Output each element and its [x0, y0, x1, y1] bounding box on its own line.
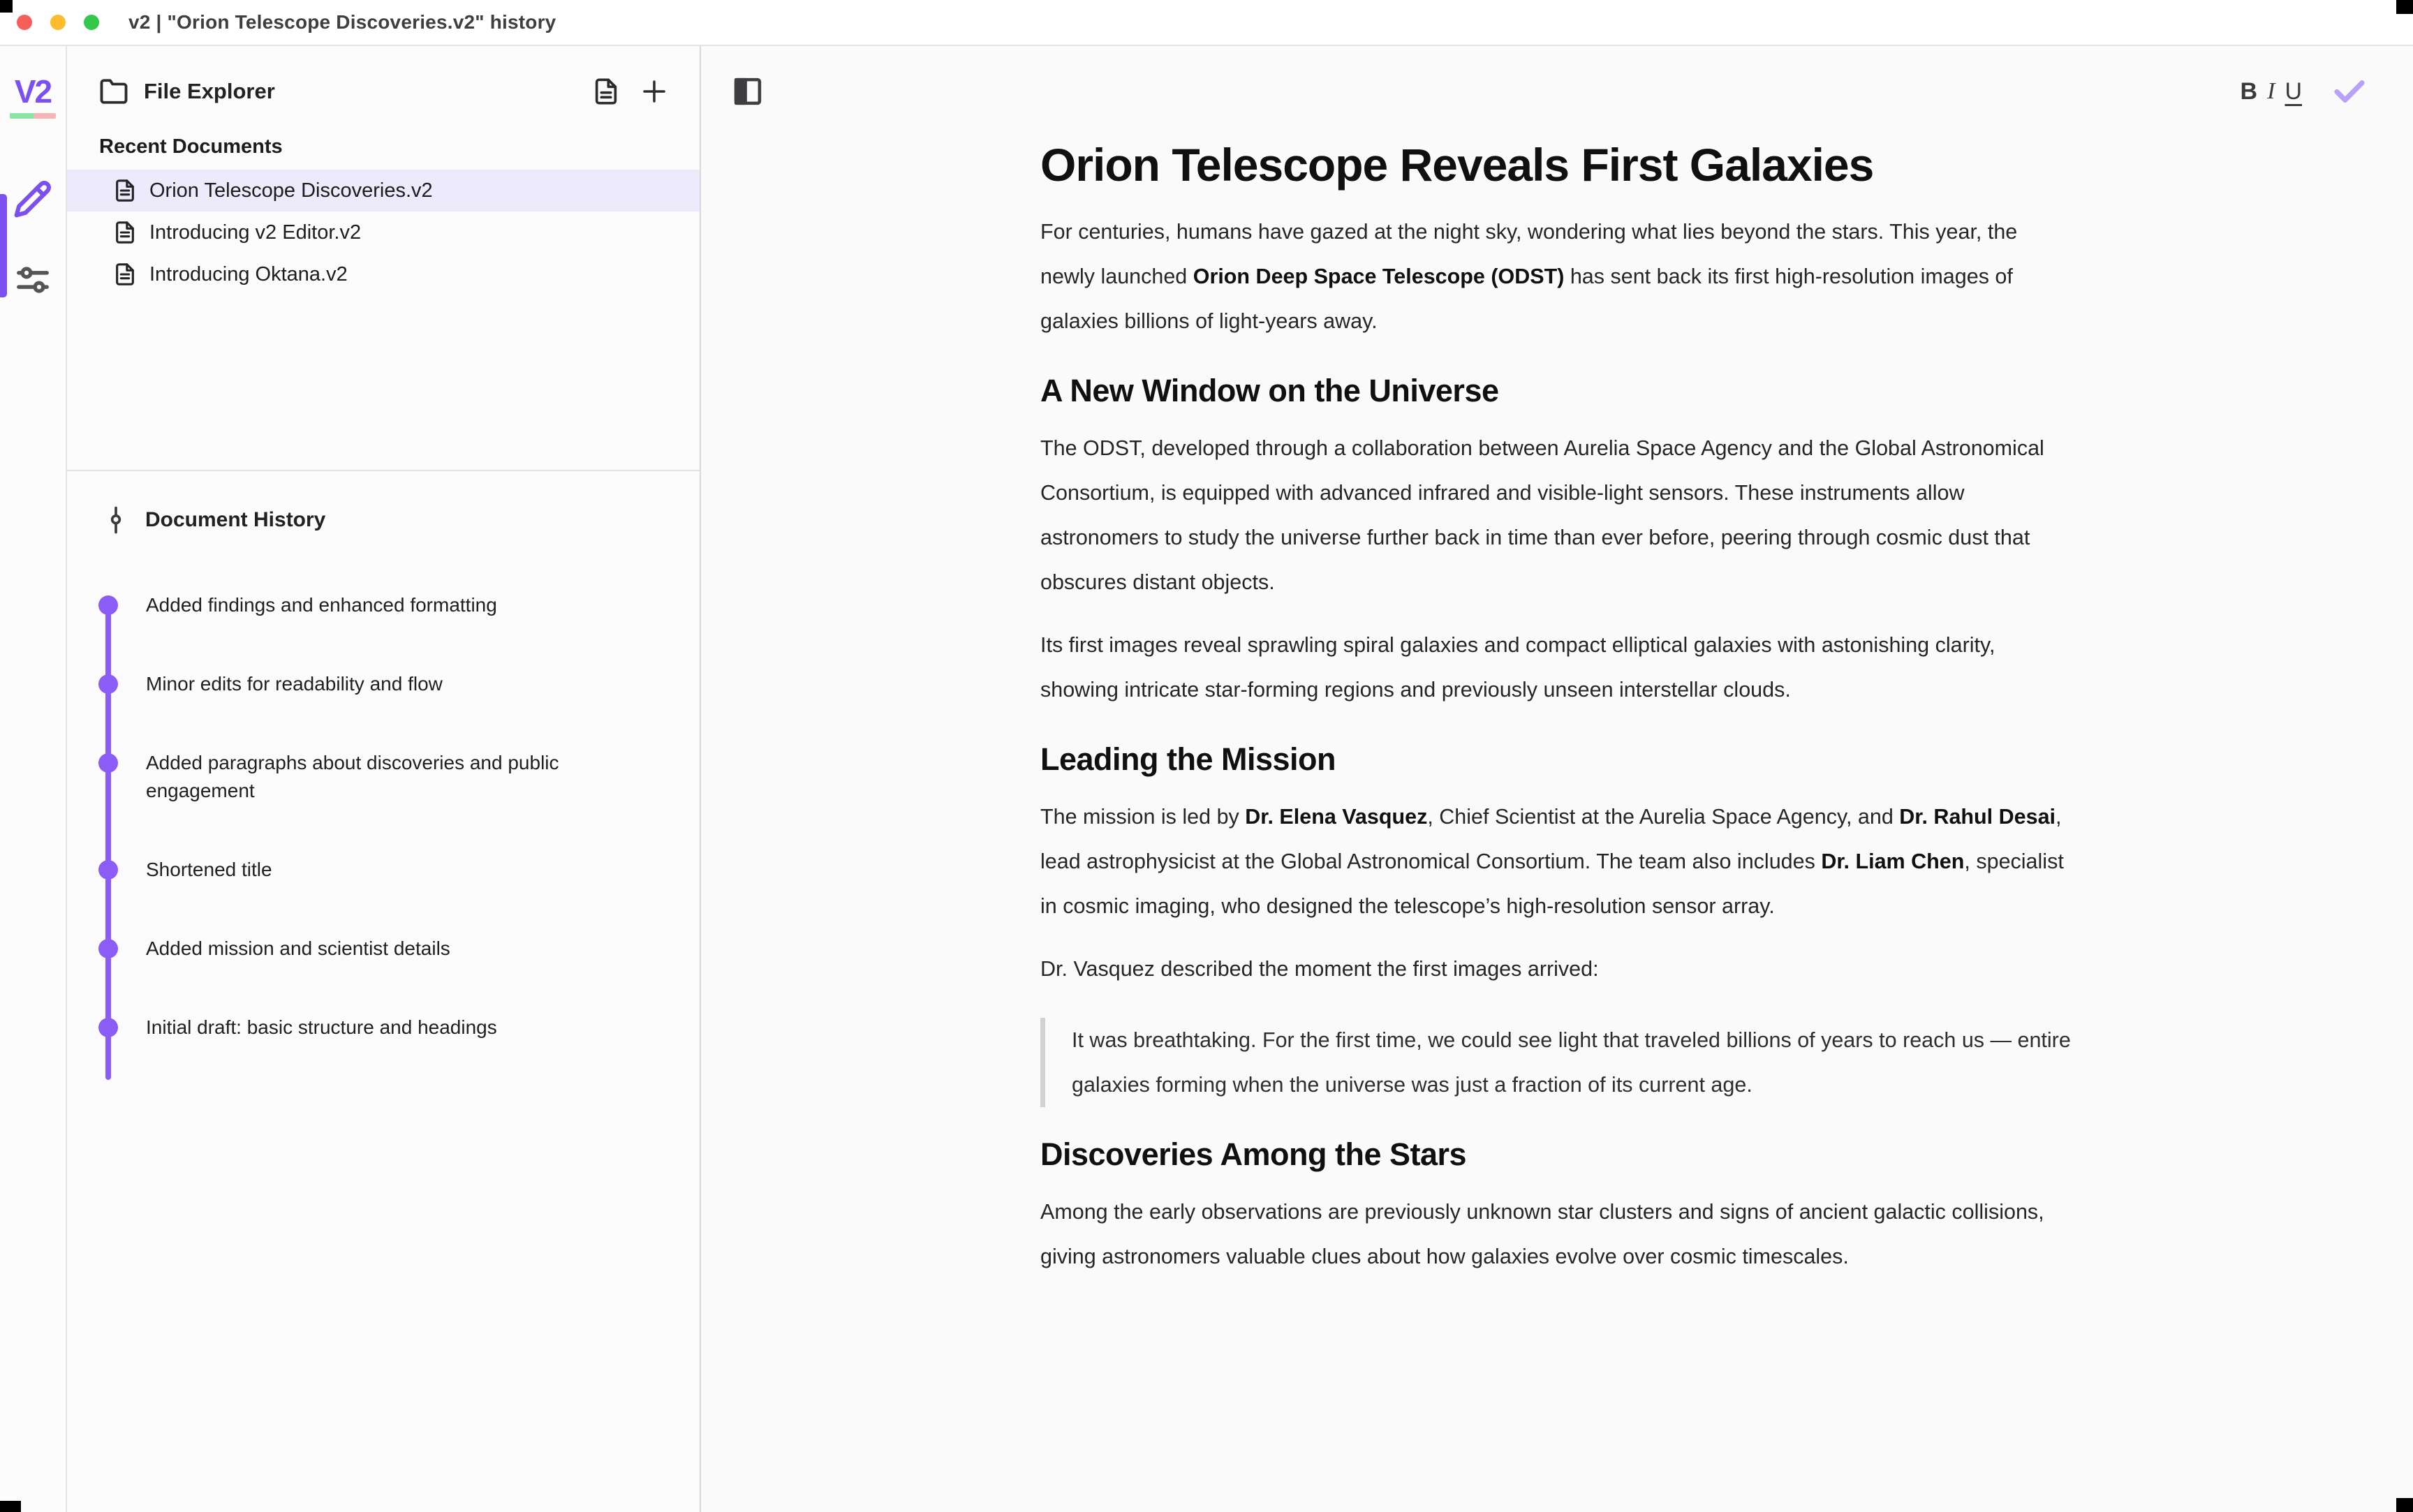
- settings-nav-button[interactable]: [13, 260, 53, 300]
- recent-document-item[interactable]: [67, 212, 700, 253]
- document-icon: [113, 179, 137, 202]
- document-icon: [113, 262, 137, 286]
- underline-button[interactable]: U: [2285, 77, 2302, 105]
- history-entry[interactable]: Minor edits for readability and flow: [67, 670, 700, 698]
- document-history-title: Document History: [145, 508, 326, 531]
- saved-check-icon: [2331, 73, 2368, 110]
- active-tab-indicator: [0, 194, 7, 297]
- history-entry[interactable]: Added mission and scientist details: [67, 935, 700, 963]
- blockquote: [1040, 1018, 2074, 1107]
- section-heading: Leading the Mission: [1040, 741, 1336, 777]
- paragraph: Among the early observations are previously unknown star clusters and signs of ancient galactic collisions, giving astronomers valuable clues about how galaxies evolve over cosmic timescales.: [1040, 1200, 2044, 1268]
- recent-documents-list: [67, 170, 700, 295]
- sidebar: [67, 46, 701, 1512]
- paragraph: For centuries, humans have gazed at the night sky, wondering what lies beyond the stars. This year, the newly launched Orion Deep Space Telescope (ODST) has sent back its first high-resolution images of galaxies billions of light-years away.: [1040, 220, 2018, 333]
- corner-artifact: [0, 0, 13, 13]
- app-shell: [0, 46, 2413, 1512]
- toggle-sidebar-icon[interactable]: [732, 75, 764, 108]
- document-history-header: [67, 471, 700, 534]
- document-label: Introducing v2 Editor.v2: [149, 221, 362, 244]
- history-entry[interactable]: Added findings and enhanced formatting: [67, 591, 700, 619]
- main-area: [701, 46, 2413, 1512]
- sliders-icon: [14, 261, 52, 299]
- file-explorer-actions: [592, 77, 669, 106]
- formatting-group: [2236, 73, 2368, 110]
- paragraph: The mission is led by Dr. Elena Vasquez, Chief Scientist at the Aurelia Space Agency, and Dr. Rahul Desai, lead astrophysicist at the Global Astronomical Consortium. The team also includes Dr. Liam Chen, specialist in cosmic imaging, who designed the telescope’s high-resolution sensor array.: [1040, 805, 2064, 918]
- recent-document-item[interactable]: [67, 170, 700, 212]
- corner-artifact: [0, 1501, 21, 1512]
- document-label: Introducing Oktana.v2: [149, 262, 348, 286]
- recent-documents-label: Recent Documents: [99, 135, 283, 158]
- traffic-lights: [17, 15, 99, 30]
- file-explorer-header: [67, 46, 700, 106]
- v2-logo-underline: [10, 113, 56, 119]
- bold-text: Dr. Liam Chen: [1821, 850, 1965, 873]
- file-explorer-title: File Explorer: [144, 79, 275, 103]
- corner-artifact: [2396, 1498, 2413, 1512]
- history-entry[interactable]: Shortened title: [67, 856, 700, 884]
- commit-icon: [102, 506, 130, 534]
- bold-button[interactable]: B: [2240, 77, 2258, 105]
- section-heading: Discoveries Among the Stars: [1040, 1136, 1467, 1172]
- italic-button[interactable]: I: [2267, 78, 2275, 104]
- folder-icon: [99, 77, 128, 106]
- blockquote-text: It was breathtaking. For the first time, we could see light that traveled billions of years to reach us — entire galaxies forming when the universe was just a fraction of its current age.: [1072, 1028, 2071, 1097]
- corner-artifact: [2396, 0, 2413, 14]
- v2-logo: V2: [14, 73, 52, 110]
- editor-toolbar: [701, 46, 2413, 110]
- document-label: Orion Telescope Discoveries.v2: [149, 179, 433, 202]
- left-rail: [0, 46, 67, 1512]
- zoom-window-button[interactable]: [84, 15, 99, 30]
- paragraph: The ODST, developed through a collaboration between Aurelia Space Agency and the Global Astronomical Consortium, is equipped with advanced infrared and visible-light sensors. These instruments allow astronomers to study the universe further back in time than ever before, peering through cosmic dust that obscures distant objects.: [1040, 436, 2044, 594]
- history-entry[interactable]: Initial draft: basic structure and headings: [67, 1014, 700, 1042]
- paragraph: Dr. Vasquez described the moment the first images arrived:: [1040, 957, 1599, 981]
- document-history-timeline: [67, 591, 700, 1092]
- bold-text: Orion Deep Space Telescope (ODST): [1193, 265, 1565, 288]
- section-heading: A New Window on the Universe: [1040, 373, 1499, 408]
- paragraph: Its first images reveal sprawling spiral galaxies and compact elliptical galaxies with astonishing clarity, showing intricate star-forming regions and previously unseen interstellar clouds.: [1040, 633, 1995, 702]
- window-titlebar: [0, 0, 2413, 46]
- new-document-icon[interactable]: [592, 77, 620, 105]
- editor-nav-button[interactable]: [13, 179, 53, 219]
- document-editor[interactable]: [1040, 138, 2074, 1297]
- bold-text: Dr. Rahul Desai: [1899, 805, 2056, 829]
- document-icon: [113, 221, 137, 244]
- history-entry[interactable]: Added paragraphs about discoveries and public engagement: [67, 749, 700, 805]
- add-document-icon[interactable]: [640, 77, 669, 106]
- minimize-window-button[interactable]: [50, 15, 66, 30]
- close-window-button[interactable]: [17, 15, 32, 30]
- bold-text: Dr. Elena Vasquez: [1245, 805, 1428, 829]
- recent-document-item[interactable]: [67, 253, 700, 295]
- window-title: v2 | "Orion Telescope Discoveries.v2" history: [128, 11, 556, 33]
- article-title: Orion Telescope Reveals First Galaxies: [1040, 139, 1874, 191]
- pencil-icon: [13, 179, 52, 218]
